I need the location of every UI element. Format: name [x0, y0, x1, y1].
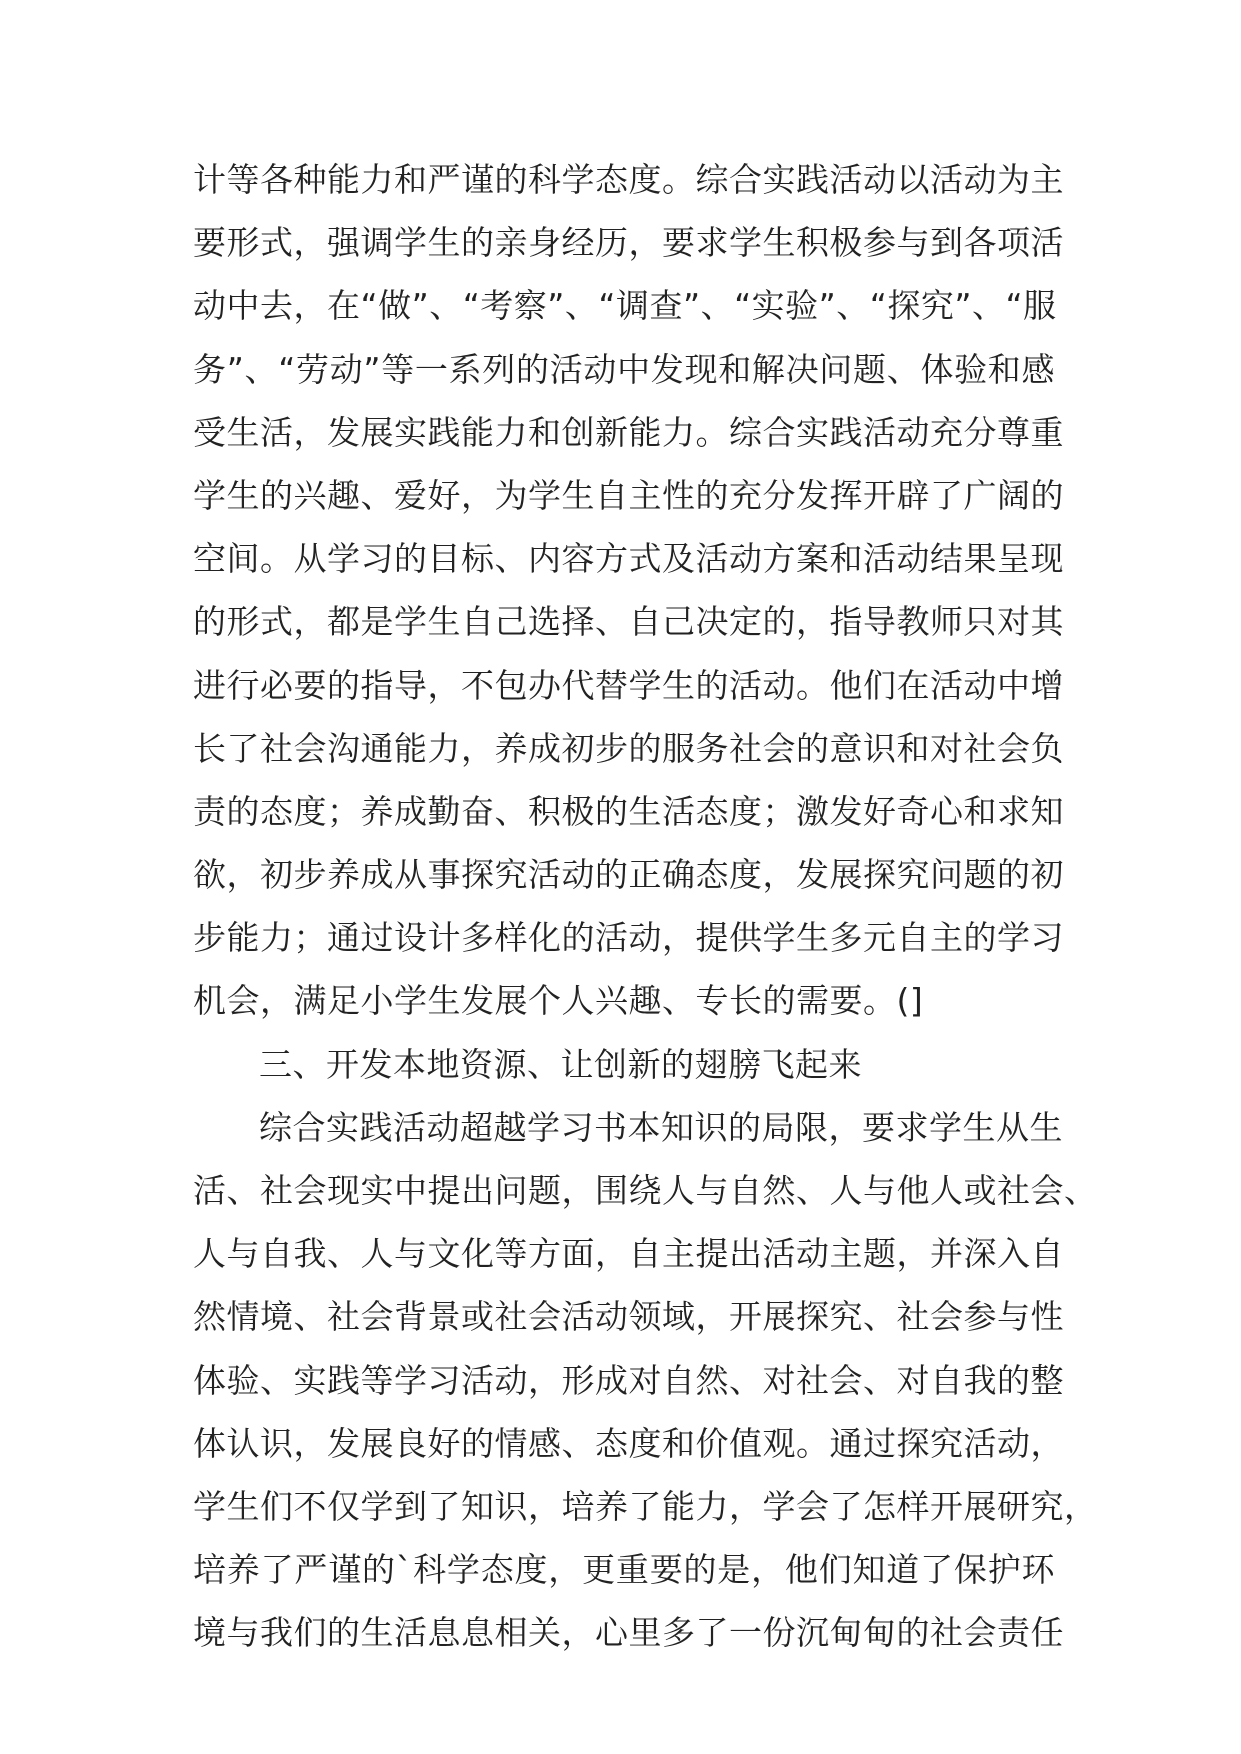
text-line: 步能力；通过设计多样化的活动，提供学生多元自主的学习 [193, 918, 1064, 958]
text-line: 空间。从学习的目标、内容方式及活动方案和活动结果呈现 [193, 539, 1064, 579]
text-line: 培养了严谨的`科学态度，更重要的是，他们知道了保护环 [193, 1550, 1055, 1590]
text-line: 进行必要的指导，不包办代替学生的活动。他们在活动中增 [193, 665, 1064, 705]
text-line: 的形式，都是学生自己选择、自己决定的，指导教师只对其 [193, 602, 1064, 642]
text-line: 境与我们的生活息息相关，心里多了一份沉甸甸的社会责任 [193, 1613, 1064, 1653]
text-line: 欲，初步养成从事探究活动的正确态度，发展探究问题的初 [193, 855, 1064, 895]
text-line: 受生活，发展实践能力和创新能力。综合实践活动充分尊重 [193, 412, 1064, 452]
text-line: 学生们不仅学到了知识，培养了能力，学会了怎样开展研究， [193, 1486, 1098, 1526]
text-line: 体验、实践等学习活动，形成对自然、对社会、对自我的整 [193, 1360, 1064, 1400]
text-line: 人与自我、人与文化等方面，自主提出活动主题，并深入自 [193, 1234, 1064, 1274]
text-line: 计等各种能力和严谨的科学态度。综合实践活动以活动为主 [193, 160, 1064, 199]
body-text [193, 148, 1098, 1665]
section-heading: 三、开发本地资源、让创新的翅膀飞起来 [259, 1044, 862, 1084]
text-line: 责的态度；养成勤奋、积极的生活态度；激发好奇心和求知 [193, 791, 1064, 831]
text-line: 体认识，发展良好的情感、态度和价值观。通过探究活动， [193, 1423, 1064, 1463]
text-line: 活、社会现实中提出问题，围绕人与自然、人与他人或社会、 [193, 1171, 1098, 1210]
text-line: 务”、“劳动”等一系列的活动中发现和解决问题、体验和感 [193, 349, 1055, 389]
text-line: 然情境、社会背景或社会活动领域，开展探究、社会参与性 [193, 1297, 1064, 1337]
text-line: 要形式，强调学生的亲身经历，要求学生积极参与到各项活 [193, 223, 1064, 263]
text-line: 学生的兴趣、爱好，为学生自主性的充分发挥开辟了广阔的 [193, 475, 1064, 515]
paragraph-end-line: 机会，满足小学生发展个人兴趣、专长的需要。(] [193, 981, 924, 1021]
text-line: 动中去，在“做”、“考察”、“调查”、“实验”、“探究”、“服 [193, 286, 1057, 326]
paragraph-first-line: 综合实践活动超越学习书本知识的局限，要求学生从生 [259, 1107, 1063, 1147]
text-line: 长了社会沟通能力，养成初步的服务社会的意识和对社会负 [193, 728, 1064, 768]
